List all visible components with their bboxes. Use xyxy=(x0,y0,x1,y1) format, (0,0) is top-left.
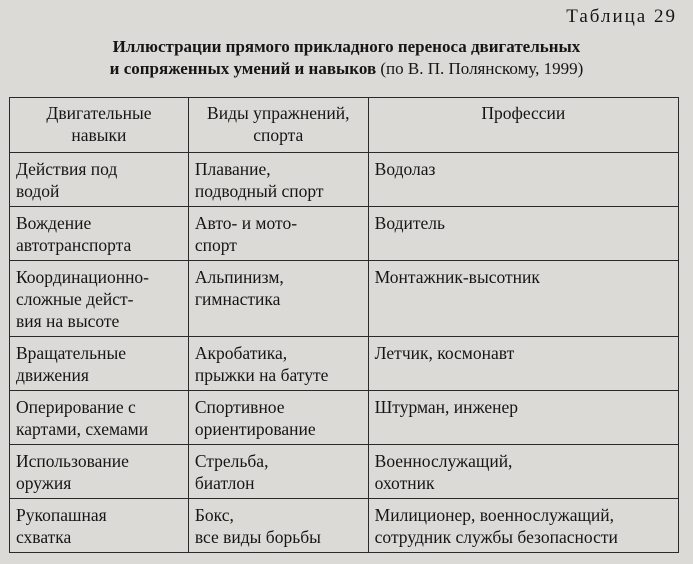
table-cell: Монтажник-высотник xyxy=(368,261,678,337)
table-cell: Альпинизм, гимнастика xyxy=(188,261,368,337)
table-cell: Акробатика, прыжки на батуте xyxy=(188,337,368,391)
table-cell: Использование оружия xyxy=(10,445,189,499)
header-cell: Виды упражнений, спорта xyxy=(188,98,368,153)
table-row xyxy=(10,261,679,337)
table-row xyxy=(10,499,679,553)
table-row xyxy=(10,207,679,261)
table-cell: Действия под водой xyxy=(10,153,189,207)
table-caption xyxy=(0,36,693,80)
table-cell: Стрельба, биатлон xyxy=(188,445,368,499)
header-cell: Профессии xyxy=(368,98,678,153)
table-cell: Рукопашная схватка xyxy=(10,499,189,553)
table-row xyxy=(10,391,679,445)
table-cell: Оперирование с картами, схемами xyxy=(10,391,189,445)
table-cell: Штурман, инженер xyxy=(368,391,678,445)
table-cell: Авто- и мото- спорт xyxy=(188,207,368,261)
caption-line-2-source: (по В. П. Полянскому, 1999) xyxy=(376,59,584,78)
table-cell: Координационно- сложные дейст- вия на высоте xyxy=(10,261,189,337)
table-cell: Вращательные движения xyxy=(10,337,189,391)
table-cell: Плавание, подводный спорт xyxy=(188,153,368,207)
table-cell: Спортивное ориентирование xyxy=(188,391,368,445)
table-cell: Вождение автотранспорта xyxy=(10,207,189,261)
table-number: Таблица 29 xyxy=(566,6,677,27)
header-cell: Двигательные навыки xyxy=(10,98,189,153)
table-cell: Водитель xyxy=(368,207,678,261)
table-row xyxy=(10,445,679,499)
table-cell: Летчик, космонавт xyxy=(368,337,678,391)
table-cell: Бокс, все виды борьбы xyxy=(188,499,368,553)
table-row xyxy=(10,153,679,207)
caption-line-2-bold: и сопряженных умений и навыков xyxy=(109,59,377,78)
skills-table xyxy=(9,97,679,553)
table-cell: Водолаз xyxy=(368,153,678,207)
table-cell: Милиционер, военнослужащий, сотрудник службы безопасности xyxy=(368,499,678,553)
table-cell: Военнослужащий, охотник xyxy=(368,445,678,499)
table-row xyxy=(10,337,679,391)
caption-line-1: Иллюстрации прямого прикладного переноса двигательных xyxy=(112,37,581,56)
caption-line-2 xyxy=(0,58,693,80)
table-header-row xyxy=(10,98,679,153)
